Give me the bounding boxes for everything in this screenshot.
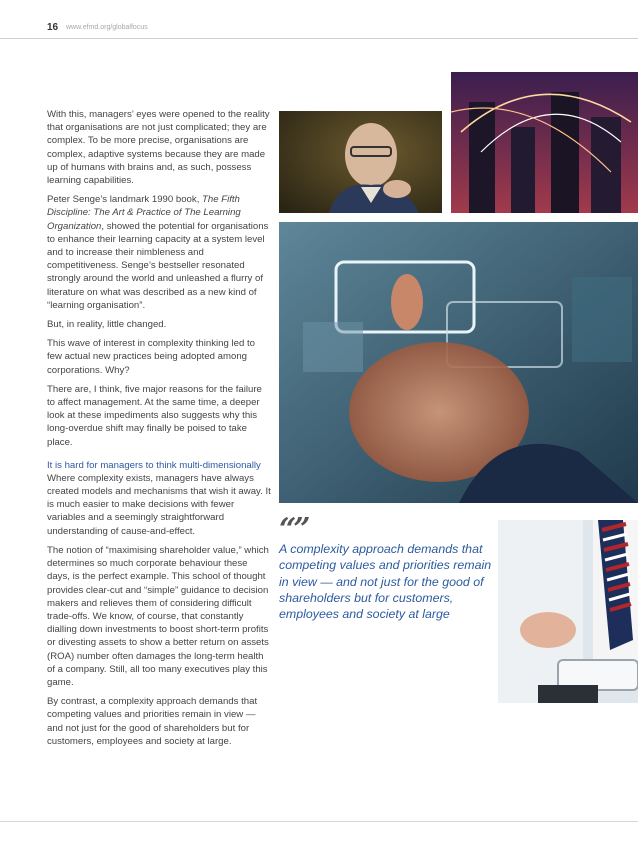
tablet-photo [498, 520, 638, 703]
paragraph: By contrast, a complexity approach demands that competing values and priorities remain in view — and not just for the good of shareholders but for customers, employees and society at large. [47, 696, 258, 747]
touchscreen-hand-graphic [279, 222, 638, 503]
book-title: The Fifth Discipline: The Art & Practice of The Learning Organization [47, 194, 241, 232]
header-url[interactable]: www.efmd.org/globalfocus [66, 24, 148, 31]
article-body [47, 108, 272, 754]
paragraph: There are, I think, five major reasons for the failure to affect management. At the same time, a deeper look at these impediments also suggests why this long-overdue shift may finally be poised to take place. [47, 383, 262, 448]
text-run: Peter Senge’s landmark 1990 book, [47, 194, 203, 206]
paragraph: But, in reality, little changed. [47, 319, 167, 331]
tablet-photo-graphic [498, 520, 638, 703]
touchscreen-hand-photo [279, 222, 638, 503]
paragraph: Where complexity exists, managers have always created models and mechanisms that wish it away. It is much easier to make decisions with fewer variables and a seemingly straightforward understanding of cause-and-effect. [47, 472, 271, 537]
text-run: , showed the potential for organisations to enhance their learning capacity at a system level and to increase their nimbleness and competitiveness. Senge’s bestseller resonated strongly around the world and unleashed a flurry of literature on what was described as a new kind of “learning organisation”. [47, 220, 269, 311]
page-header [0, 0, 638, 39]
page-number: 16 [47, 22, 59, 33]
section-subheading: It is hard for managers to think multi-dimensionally [47, 459, 261, 471]
footer-divider [0, 821, 638, 822]
paragraph: This wave of interest in complexity thinking led to few actual new practices being adopted among corporations. Why? [47, 338, 255, 376]
network-city-photo [451, 72, 638, 213]
pull-quote: A complexity approach demands that competing values and priorities remain in view — and not just for the good of shareholders but for customers, employees and society at large [279, 542, 492, 622]
portrait-photo [279, 111, 442, 213]
paragraph: The notion of “maximising shareholder value,” which determines so much corporate behaviour these days, is the perfect example. This school of thought provides clear-cut and “simple” guidance to decision makers and relieves them of considering difficult trade-offs. We know, of course, that constantly dialling down investments to boost short-term profits or divesting assets to show a better return on assets (ROA) number often damages the long-term health of a company. Still, all too many executives play this game. [47, 544, 269, 688]
network-city-graphic [451, 72, 638, 213]
quote-mark-icon: “” [279, 512, 308, 547]
portrait-photo-graphic [279, 111, 442, 213]
paragraph: With this, managers’ eyes were opened to the reality that organisations are not just complicated; they are complex. To be more precise, organisations are complex, adaptive systems because they are made up of humans with brains and, as such, possess learning capabilities. [47, 109, 270, 187]
paragraph [47, 193, 272, 312]
